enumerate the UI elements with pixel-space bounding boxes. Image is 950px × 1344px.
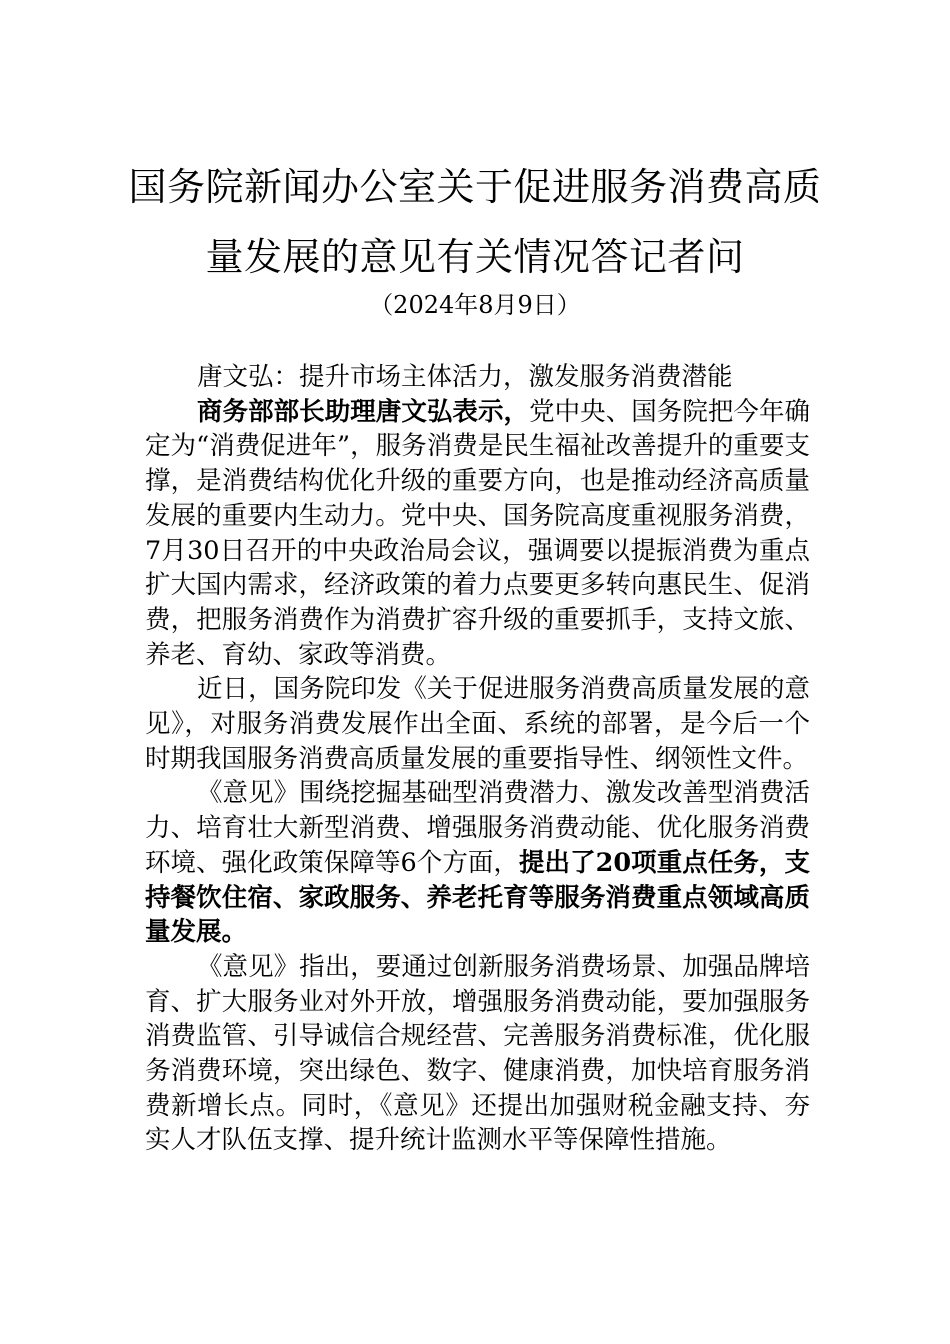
paragraph-4: 《意见》指出，要通过创新服务消费场景、加强品牌培育、扩大服务业对外开放，增强服务消费动能，要加强服务消费监管、引导诚信合规经营、完善服务消费标准，优化服务消费环境，突出绿色、数字、健康消费，加快培育服务消费新增长点。同时，《意见》还提出加强财税金融支持、夯实人才队伍支撑、提升统计监测水平等保障性措施。 (145, 951, 810, 1156)
paragraph-2: 近日，国务院印发《关于促进服务消费高质量发展的意见》，对服务消费发展作出全面、系统的部署，是今后一个时期我国服务消费高质量发展的重要指导性、纲领性文件。 (145, 674, 810, 774)
paragraph-1-bold-lead: 商务部部长助理唐文弘表示， (197, 396, 530, 427)
paragraph-1 (145, 395, 810, 673)
document-body (145, 360, 810, 1158)
document-date: （2024年8月9日） (369, 291, 581, 319)
document-title-line-2: 量发展的意见有关情况答记者问 (205, 235, 745, 279)
paragraph-3 (145, 776, 810, 950)
section-heading: 唐文弘：提升市场主体活力，激发服务消费潜能 (197, 362, 733, 392)
paragraph-3-bold-emphasis: 提出了20项重点任务，支持餐饮住宿、家政服务、养老托育等服务消费重点领域高质量发展。 (145, 847, 810, 948)
paragraph-3-text: 《意见》围绕挖掘基础型消费潜力、激发改善型消费活力、培育壮大新型消费、增强服务消费动能、优化服务消费环境、强化政策保障等6个方面， (145, 778, 810, 878)
paragraph-1-text: 党中央、国务院把今年确定为“消费促进年”，服务消费是民生福祉改善提升的重要支撑，是消费结构优化升级的重要方向，也是推动经济高质量发展的重要内生动力。党中央、国务院高度重视服务消费，7月30日召开的中央政治局会议，强调要以提振消费为重点扩大国内需求，经济政策的着力点要更多转向惠民生、促消费，把服务消费作为消费扩容升级的重要抓手，支持文旅、养老、育幼、家政等消费。 (145, 396, 810, 670)
document-title-line-1: 国务院新闻办公室关于促进服务消费高质 (128, 165, 822, 209)
